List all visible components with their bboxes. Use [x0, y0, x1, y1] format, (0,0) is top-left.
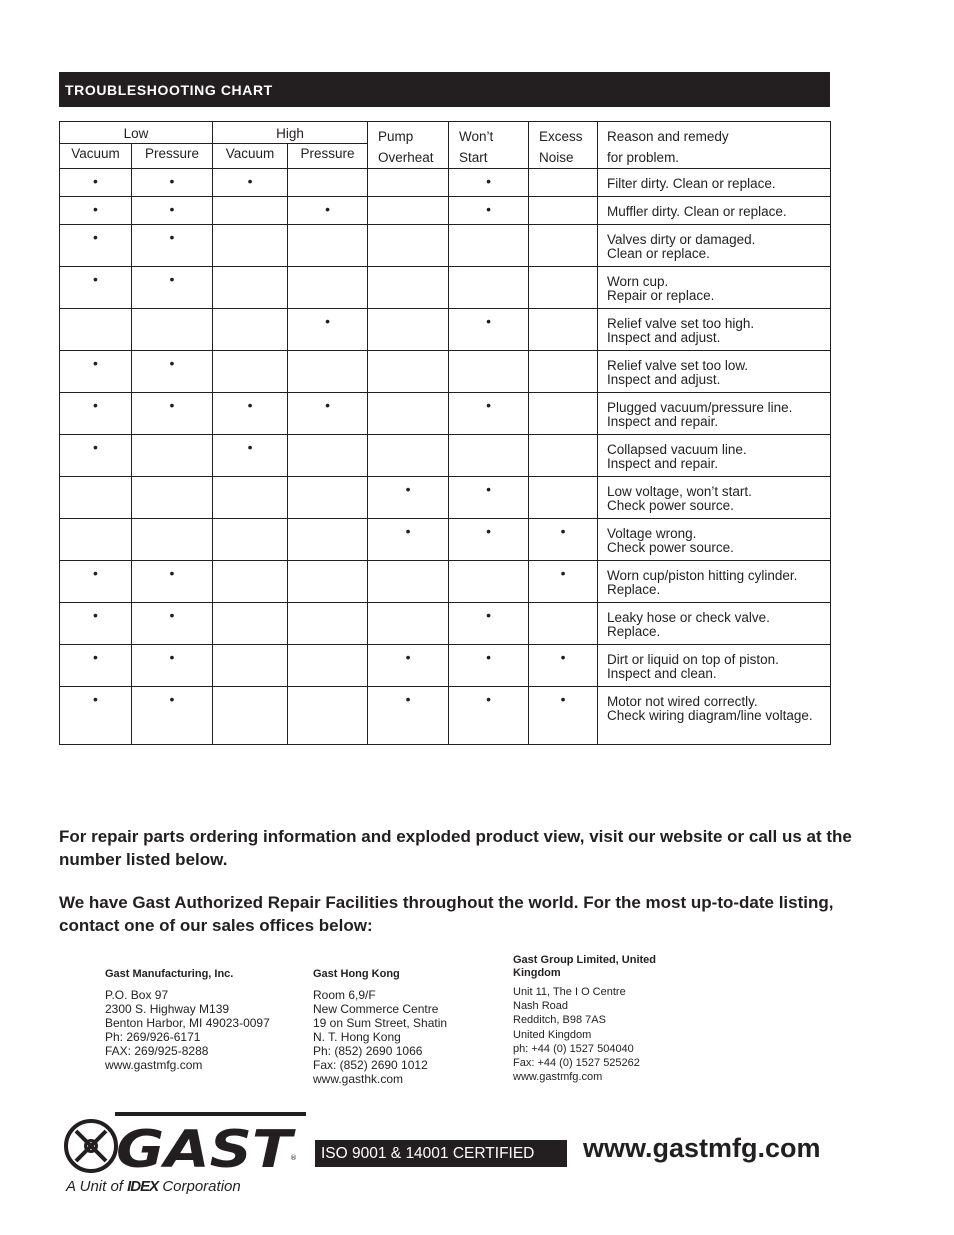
header-wont: Won’t: [459, 129, 494, 144]
remedy-line: Dirt or liquid on top of piston.: [607, 652, 779, 667]
symptom-mark-cell: •: [449, 197, 529, 225]
empty-cell: [368, 225, 449, 267]
symptom-mark-cell: •: [60, 561, 132, 603]
gast-logo-text: GAST: [116, 1120, 296, 1180]
reason-remedy-cell: [598, 603, 831, 645]
symptom-mark-cell: •: [132, 687, 213, 745]
symptom-mark-cell: •: [288, 393, 368, 435]
office-gast-uk: [513, 954, 673, 1084]
office-line: Redditch, B98 7AS: [513, 1014, 606, 1027]
header-excess: Excess: [539, 129, 583, 144]
header-low-vacuum: Vacuum: [60, 144, 132, 169]
reason-remedy-cell: [598, 197, 831, 225]
empty-cell: [529, 351, 598, 393]
empty-cell: [60, 477, 132, 519]
symptom-mark-cell: •: [60, 603, 132, 645]
header-high-vacuum: Vacuum: [213, 144, 288, 169]
symptom-mark-cell: •: [368, 477, 449, 519]
empty-cell: [132, 477, 213, 519]
empty-cell: [213, 603, 288, 645]
empty-cell: [213, 519, 288, 561]
symptom-mark-cell: •: [368, 519, 449, 561]
office-name: Gast Manufacturing, Inc.: [105, 968, 234, 980]
office-phone: Ph: (852) 2690 1066: [313, 1044, 423, 1058]
symptom-mark-cell: •: [529, 519, 598, 561]
empty-cell: [213, 645, 288, 687]
iso-certification-badge: ISO 9001 & 14001 CERTIFIED: [315, 1140, 567, 1167]
empty-cell: [213, 687, 288, 745]
symptom-mark-cell: •: [132, 267, 213, 309]
office-line: P.O. Box 97: [105, 988, 169, 1002]
empty-cell: [288, 687, 368, 745]
empty-cell: [213, 225, 288, 267]
table-row: [60, 393, 831, 435]
reason-remedy-cell: [598, 645, 831, 687]
symptom-mark-cell: •: [60, 267, 132, 309]
office-line: Nash Road: [513, 1000, 569, 1013]
symptom-mark-cell: •: [529, 687, 598, 745]
tagline-suffix: Corporation: [162, 1178, 241, 1195]
office-name: Gast Group Limited, United Kingdom: [513, 954, 657, 979]
symptom-mark-cell: •: [132, 169, 213, 197]
reason-remedy-cell: [598, 561, 831, 603]
office-website[interactable]: www.gastmfg.com: [513, 1071, 603, 1084]
remedy-line: Motor not wired correctly.: [607, 694, 758, 709]
remedy-line: Clean or replace.: [607, 246, 710, 261]
tagline-prefix: A Unit of: [66, 1178, 123, 1195]
table-row: [60, 351, 831, 393]
empty-cell: [529, 393, 598, 435]
empty-cell: [529, 435, 598, 477]
symptom-mark-cell: •: [132, 645, 213, 687]
header-wont-start: [449, 122, 529, 169]
symptom-mark-cell: •: [368, 687, 449, 745]
remedy-line: Relief valve set too high.: [607, 316, 755, 331]
empty-cell: [288, 351, 368, 393]
remedy-line: Inspect and repair.: [607, 414, 719, 429]
empty-cell: [449, 435, 529, 477]
empty-cell: [368, 435, 449, 477]
table-row: [60, 435, 831, 477]
empty-cell: [213, 197, 288, 225]
idex-logo: IDEX: [127, 1178, 159, 1195]
empty-cell: [368, 603, 449, 645]
symptom-mark-cell: •: [213, 435, 288, 477]
empty-cell: [529, 197, 598, 225]
symptom-mark-cell: •: [132, 225, 213, 267]
reason-remedy-cell: [598, 477, 831, 519]
empty-cell: [368, 267, 449, 309]
reason-remedy-cell: [598, 687, 831, 745]
remedy-line: Check wiring diagram/line voltage.: [607, 708, 813, 723]
remedy-line: Worn cup.: [607, 274, 669, 289]
header-reason: Reason and remedy: [607, 129, 729, 144]
remedy-line: Check power source.: [607, 498, 734, 513]
remedy-line: Collapsed vacuum line.: [607, 442, 747, 457]
table-header-row-1: [60, 122, 831, 144]
symptom-mark-cell: •: [449, 169, 529, 197]
empty-cell: [368, 169, 449, 197]
troubleshooting-table: [59, 121, 831, 745]
remedy-line: Replace.: [607, 582, 661, 597]
symptom-mark-cell: •: [132, 197, 213, 225]
remedy-line: Plugged vacuum/pressure line.: [607, 400, 793, 415]
header-pump: Pump: [378, 129, 414, 144]
symptom-mark-cell: •: [132, 561, 213, 603]
empty-cell: [449, 351, 529, 393]
office-gast-manufacturing: [105, 968, 305, 1072]
office-line: N. T. Hong Kong: [313, 1030, 401, 1044]
gast-logo-cross: [76, 1131, 106, 1161]
office-phone: Ph: 269/926-6171: [105, 1030, 201, 1044]
remedy-line: Inspect and repair.: [607, 456, 719, 471]
office-line: Room 6,9/F: [313, 988, 376, 1002]
symptom-mark-cell: •: [449, 309, 529, 351]
office-line: 19 on Sum Street, Shatin: [313, 1016, 448, 1030]
remedy-line: Low voltage, won’t start.: [607, 484, 752, 499]
reason-remedy-cell: [598, 351, 831, 393]
empty-cell: [368, 393, 449, 435]
symptom-mark-cell: •: [60, 197, 132, 225]
symptom-mark-cell: •: [60, 645, 132, 687]
repair-parts-paragraph: For repair parts ordering information and exploded product view, visit our website or call us at the number listed below.: [59, 827, 852, 869]
office-fax: Fax: (852) 2690 1012: [313, 1058, 428, 1072]
remedy-line: Leaky hose or check valve.: [607, 610, 770, 625]
remedy-line: Filter dirty. Clean or replace.: [607, 176, 776, 191]
header-low-pressure: Pressure: [132, 144, 213, 169]
office-line: Benton Harbor, MI 49023-0097: [105, 1016, 270, 1030]
empty-cell: [60, 519, 132, 561]
header-pump-overheat: [368, 122, 449, 169]
empty-cell: [288, 225, 368, 267]
idex-tagline: [66, 1178, 241, 1195]
office-phone: ph: +44 (0) 1527 504040: [513, 1042, 634, 1055]
empty-cell: [529, 169, 598, 197]
empty-cell: [368, 197, 449, 225]
empty-cell: [288, 519, 368, 561]
office-website[interactable]: www.gasthk.com: [313, 1072, 404, 1086]
reason-remedy-cell: [598, 435, 831, 477]
office-line: New Commerce Centre: [313, 1002, 439, 1016]
empty-cell: [288, 435, 368, 477]
remedy-line: Inspect and adjust.: [607, 372, 721, 387]
empty-cell: [288, 169, 368, 197]
empty-cell: [213, 267, 288, 309]
empty-cell: [213, 351, 288, 393]
remedy-line: Inspect and clean.: [607, 666, 717, 681]
table-row: [60, 519, 831, 561]
office-line: 2300 S. Highway M139: [105, 1002, 230, 1016]
empty-cell: [449, 225, 529, 267]
reason-remedy-cell: [598, 309, 831, 351]
symptom-mark-cell: •: [60, 393, 132, 435]
reason-remedy-cell: [598, 519, 831, 561]
office-fax: Fax: +44 (0) 1527 525262: [513, 1057, 640, 1070]
repair-facilities-paragraph: We have Gast Authorized Repair Facilities throughout the world. For the most up-to-date listing, contact one of our sales offices below:: [59, 893, 834, 935]
office-fax: FAX: 269/925-8288: [105, 1044, 209, 1058]
header-start: Start: [459, 150, 488, 165]
empty-cell: [213, 561, 288, 603]
header-high-pressure: Pressure: [288, 144, 368, 169]
symptom-mark-cell: •: [449, 393, 529, 435]
table-row: [60, 687, 831, 745]
symptom-mark-cell: •: [529, 645, 598, 687]
reason-remedy-cell: [598, 393, 831, 435]
header-low: Low: [60, 122, 213, 144]
remedy-line: Relief valve set too low.: [607, 358, 749, 373]
remedy-line: Repair or replace.: [607, 288, 715, 303]
remedy-line: Replace.: [607, 624, 661, 639]
empty-cell: [288, 603, 368, 645]
symptom-mark-cell: •: [60, 225, 132, 267]
reason-remedy-cell: [598, 267, 831, 309]
remedy-line: Inspect and adjust.: [607, 330, 721, 345]
table-row: [60, 603, 831, 645]
table-row: [60, 197, 831, 225]
symptom-mark-cell: •: [449, 687, 529, 745]
empty-cell: [529, 309, 598, 351]
empty-cell: [213, 309, 288, 351]
office-line: Unit 11, The I O Centre: [513, 986, 626, 998]
empty-cell: [288, 561, 368, 603]
empty-cell: [368, 351, 449, 393]
reason-remedy-cell: [598, 225, 831, 267]
remedy-line: Voltage wrong.: [607, 526, 697, 541]
remedy-line: Valves dirty or damaged.: [607, 232, 756, 247]
symptom-mark-cell: •: [449, 645, 529, 687]
empty-cell: [213, 477, 288, 519]
symptom-mark-cell: •: [60, 169, 132, 197]
symptom-mark-cell: •: [288, 197, 368, 225]
symptom-mark-cell: •: [449, 477, 529, 519]
empty-cell: [60, 309, 132, 351]
symptom-mark-cell: •: [529, 561, 598, 603]
empty-cell: [368, 309, 449, 351]
symptom-mark-cell: •: [213, 393, 288, 435]
office-gast-hong-kong: [313, 968, 503, 1086]
remedy-line: Worn cup/piston hitting cylinder.: [607, 568, 798, 583]
empty-cell: [529, 267, 598, 309]
symptom-mark-cell: •: [132, 393, 213, 435]
symptom-mark-cell: •: [449, 603, 529, 645]
header-overheat: Overheat: [378, 150, 434, 165]
empty-cell: [288, 267, 368, 309]
empty-cell: [449, 267, 529, 309]
table-row: [60, 267, 831, 309]
header-excess-noise: [529, 122, 598, 169]
symptom-mark-cell: •: [60, 687, 132, 745]
empty-cell: [529, 225, 598, 267]
table-row: [60, 645, 831, 687]
table-row: [60, 309, 831, 351]
office-website[interactable]: www.gastmfg.com: [105, 1058, 203, 1072]
office-name: Gast Hong Kong: [313, 968, 400, 980]
header-noise: Noise: [539, 150, 574, 165]
table-row: [60, 477, 831, 519]
header-for-problem: for problem.: [607, 150, 680, 165]
table-row: [60, 561, 831, 603]
table-row: [60, 225, 831, 267]
reason-remedy-cell: [598, 169, 831, 197]
empty-cell: [132, 435, 213, 477]
empty-cell: [368, 561, 449, 603]
remedy-line: Check power source.: [607, 540, 734, 555]
registered-mark: ®: [290, 1154, 297, 1162]
header-reason-remedy: [598, 122, 831, 169]
office-line: United Kingdom: [513, 1028, 592, 1041]
symptom-mark-cell: •: [60, 351, 132, 393]
symptom-mark-cell: •: [288, 309, 368, 351]
table-row: [60, 169, 831, 197]
empty-cell: [288, 645, 368, 687]
empty-cell: [132, 519, 213, 561]
symptom-mark-cell: •: [132, 351, 213, 393]
troubleshooting-chart-banner: TROUBLESHOOTING CHART: [59, 72, 830, 107]
website-url[interactable]: www.gastmfg.com: [583, 1133, 821, 1163]
symptom-mark-cell: •: [368, 645, 449, 687]
symptom-mark-cell: •: [132, 603, 213, 645]
empty-cell: [529, 477, 598, 519]
empty-cell: [288, 477, 368, 519]
symptom-mark-cell: •: [213, 169, 288, 197]
symptom-mark-cell: •: [60, 435, 132, 477]
empty-cell: [132, 309, 213, 351]
symptom-mark-cell: •: [449, 519, 529, 561]
empty-cell: [529, 603, 598, 645]
remedy-line: Muffler dirty. Clean or replace.: [607, 204, 787, 219]
header-high: High: [213, 122, 368, 144]
table-body: [60, 169, 831, 745]
empty-cell: [449, 561, 529, 603]
